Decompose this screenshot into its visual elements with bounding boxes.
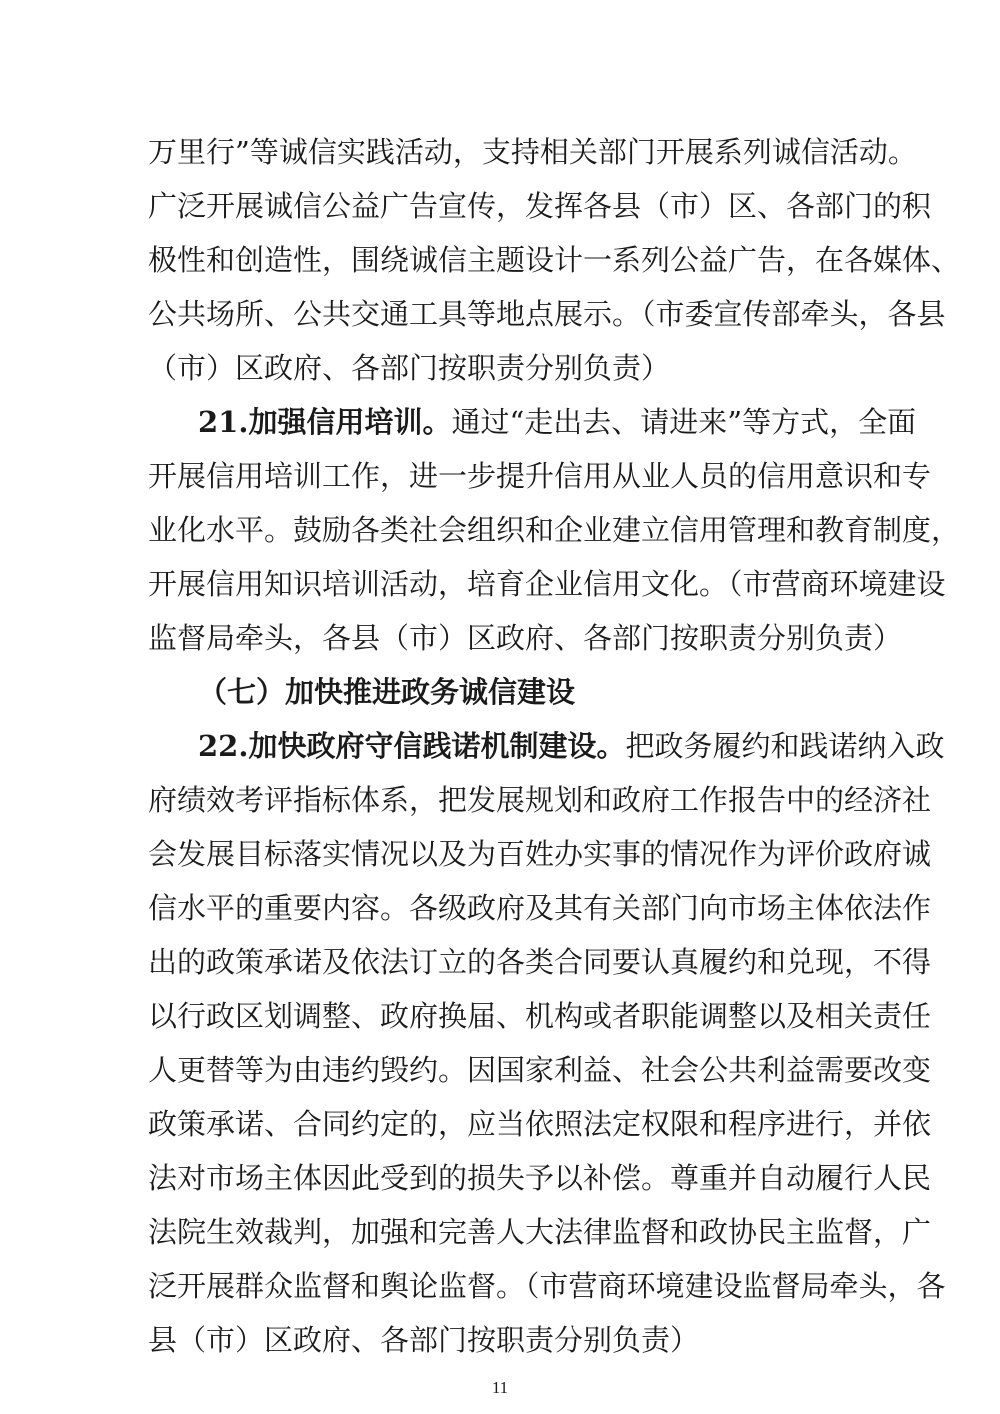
section-heading: （七）加快推进政务诚信建设	[198, 675, 576, 709]
text-line: 以行政区划调整、政府换届、机构或者职能调整以及相关责任	[148, 999, 932, 1033]
paragraph-21-first-line: 21.加强信用培训。通过“走出去、请进来”等方式，全面	[198, 405, 917, 439]
page-number: 11	[491, 1378, 509, 1397]
text-line: 万里行”等诚信实践活动，支持相关部门开展系列诚信活动。	[148, 135, 917, 169]
item-21-title: 21.加强信用培训。	[198, 405, 452, 439]
text-line: 开展信用知识培训活动，培育企业信用文化。（市营商环境建设	[148, 567, 946, 601]
text-line: （市）区政府、各部门按职责分别负责）	[148, 351, 671, 385]
text-line: 县（市）区政府、各部门按职责分别负责）	[148, 1323, 700, 1357]
text-line: 极性和创造性，围绕诚信主题设计一系列公益广告，在各媒体、	[148, 243, 961, 277]
text-line: 人更替等为由违约毁约。因国家利益、社会公共利益需要改变	[148, 1053, 932, 1087]
text-line: 法院生效裁判，加强和完善人大法律监督和政协民主监督，广	[148, 1215, 932, 1249]
paragraph-22-first-line: 22.加快政府守信践诺机制建设。把政务履约和践诺纳入政	[198, 729, 945, 763]
text-line: 府绩效考评指标体系，把发展规划和政府工作报告中的经济社	[148, 783, 932, 817]
text-line: 开展信用培训工作，进一步提升信用从业人员的信用意识和专	[148, 459, 932, 493]
item-22-title: 22.加快政府守信践诺机制建设。	[198, 729, 626, 763]
text-line: 会发展目标落实情况以及为百姓办实事的情况作为评价政府诚	[148, 837, 932, 871]
text-line: 业化水平。鼓励各类社会组织和企业建立信用管理和教育制度，	[148, 513, 961, 547]
text-line: 监督局牵头，各县（市）区政府、各部门按职责分别负责）	[148, 621, 903, 655]
text-line: 广泛开展诚信公益广告宣传，发挥各县（市）区、各部门的积	[148, 189, 932, 223]
text-line: 政策承诺、合同约定的，应当依照法定权限和程序进行，并依	[148, 1107, 932, 1141]
text-line: 出的政策承诺及依法订立的各类合同要认真履约和兑现，不得	[148, 945, 932, 979]
text-line: 公共场所、公共交通工具等地点展示。（市委宣传部牵头，各县	[148, 297, 946, 331]
text-line: 泛开展群众监督和舆论监督。（市营商环境建设监督局牵头，各	[148, 1269, 946, 1303]
text-line: 信水平的重要内容。各级政府及其有关部门向市场主体依法作	[148, 891, 932, 925]
text-line: 法对市场主体因此受到的损失予以补偿。尊重并自动履行人民	[148, 1161, 932, 1195]
